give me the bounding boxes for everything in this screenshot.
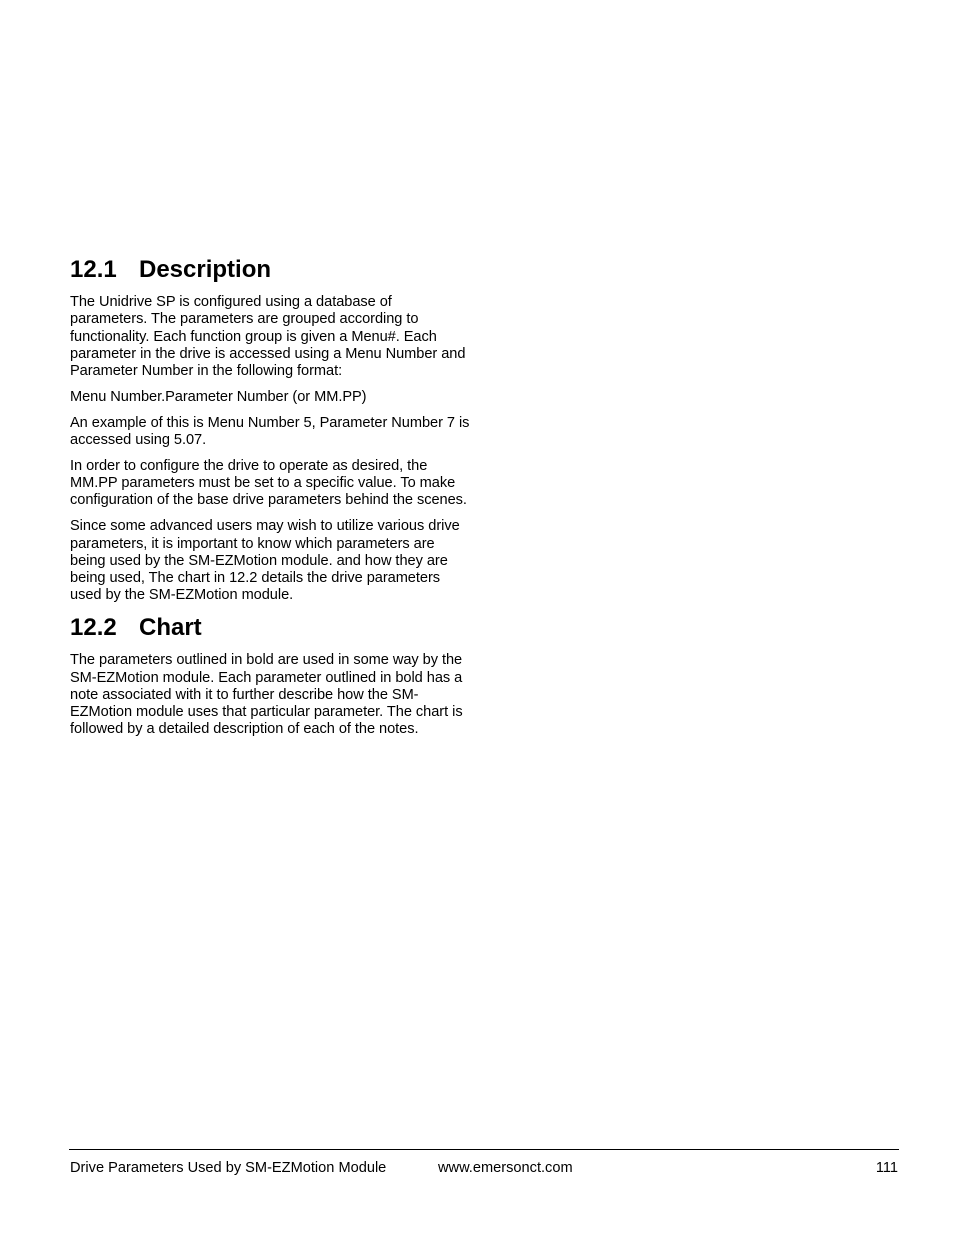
- section-number: 12.1: [70, 256, 117, 283]
- footer-divider: [69, 1149, 899, 1150]
- paragraph: An example of this is Menu Number 5, Parameter Number 7 is accessed using 5.07.: [70, 414, 470, 449]
- section-title: Chart: [139, 614, 202, 642]
- section-title: Description: [139, 256, 272, 283]
- paragraph: Menu Number.Parameter Number (or MM.PP): [70, 388, 367, 405]
- paragraph: Since some advanced users may wish to utilize various drive parameters, it is important to know which parameters are being used by the SM-EZMotion module. and how they are being used, The chart in 12.2 details the drive parameters used by the SM-EZMotion module.: [70, 518, 460, 604]
- section-number: 12.2: [70, 614, 117, 642]
- paragraph: In order to configure the drive to operate as desired, the MM.PP parameters must be set to a specific value. To make configuration of the base drive parameters behind the scenes.: [70, 457, 467, 509]
- text-column: [70, 255, 470, 747]
- footer-page-number: 111: [875, 1160, 898, 1176]
- section-heading-chart: [70, 613, 470, 643]
- paragraph: The Unidrive SP is configured using a database of parameters. The parameters are grouped according to functionality. Each function group is given a Menu#. Each parameter in the drive is accessed using a Menu Number and Parameter Number in the following format:: [70, 294, 466, 380]
- paragraph: The parameters outlined in bold are used in some way by the SM-EZMotion module. Each parameter outlined in bold has a note associated with it to further describe how the SM-EZMotion module uses that particular parameter. The chart is followed by a detailed description of each of the notes.: [70, 652, 463, 738]
- footer-chapter-title: Drive Parameters Used by SM-EZMotion Module: [70, 1160, 387, 1176]
- section-heading-description: [70, 255, 470, 285]
- footer-website: www.emersonct.com: [438, 1160, 573, 1176]
